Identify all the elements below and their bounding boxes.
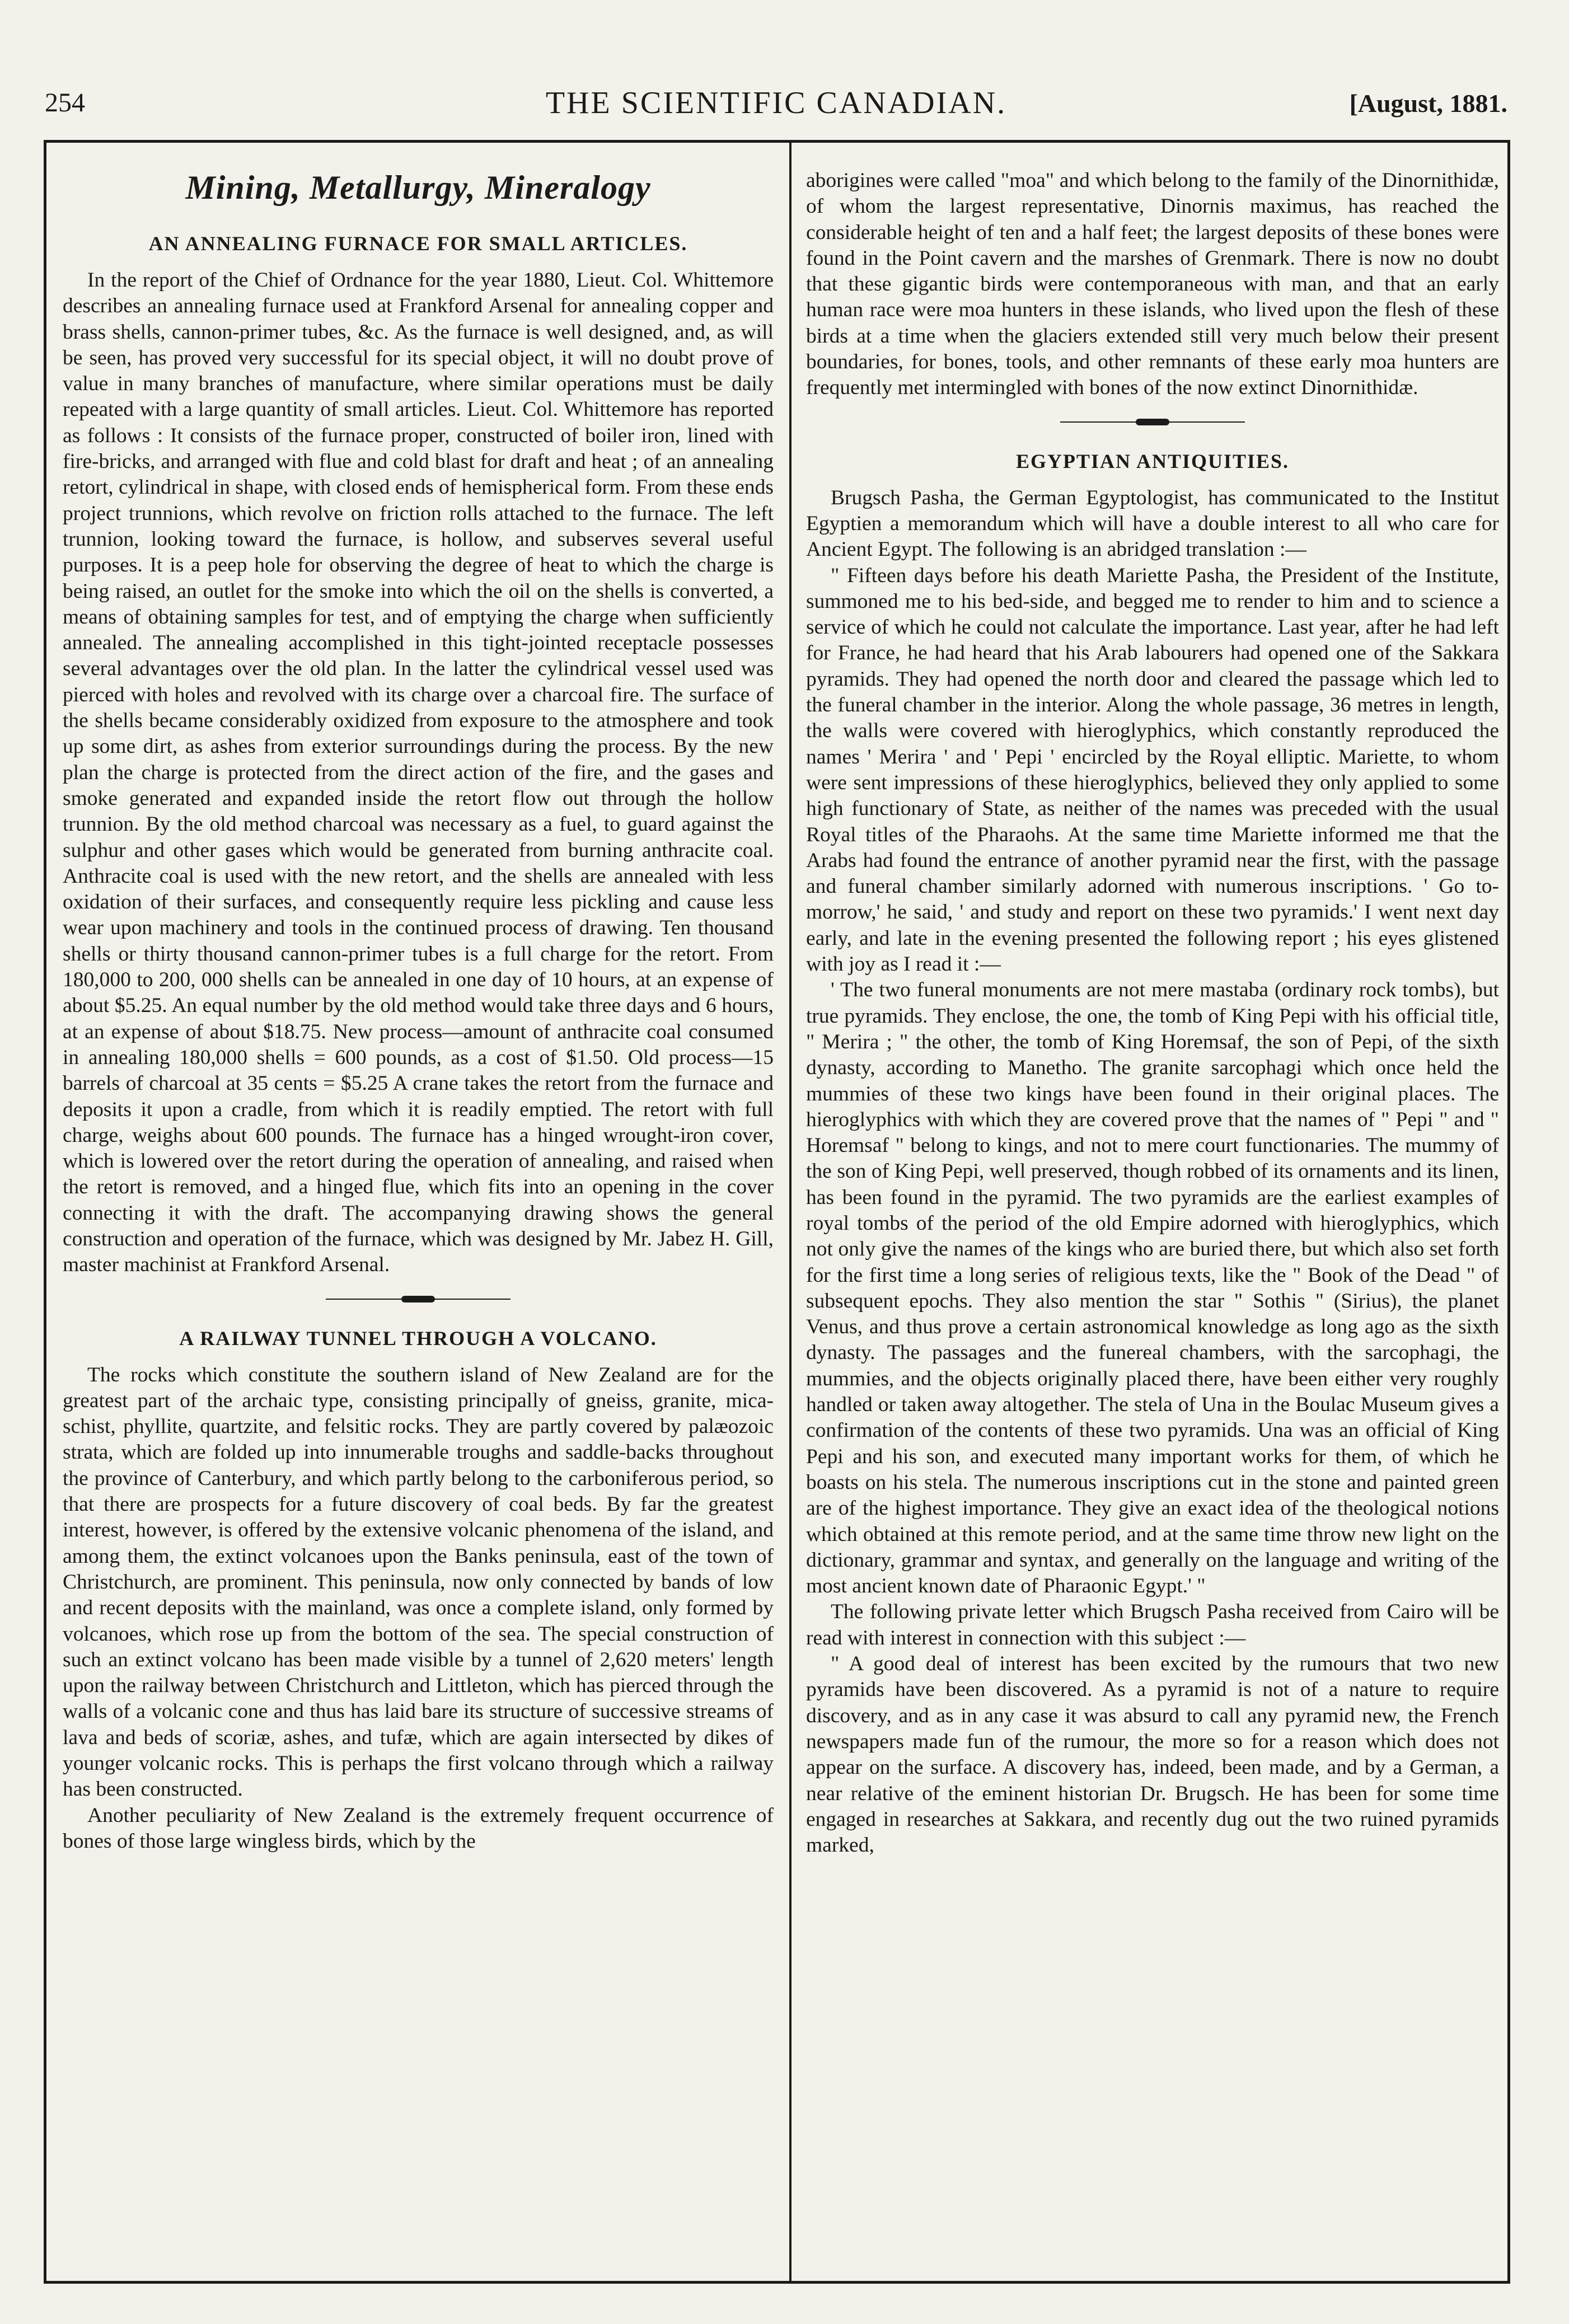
article-body-annealing: In the report of the Chief of Ordnance for the year 1880, Lieut. Col. Whittemore describes an annealing furnace used at Frankford Arsenal for annealing copper and brass shells, cannon-primer tubes, &c. As the furnace is well designed, and, as will be seen, has proved very successful for its special object, it will no doubt prove of value in many branches of manufacture, where similar operations must be daily repeated with a large quantity of small articles. Lieut. Col. Whittemore has reported as follows : It consists of the furnace proper, constructed of boiler iron, lined with fire-bricks, and arranged with flue and cold blast for draft and heat ; of an annealing retort, cylindrical in shape, with closed ends of hemispherical form. From these ends project trunnions, which revolve on friction rolls attached to the furnace. The left trunnion, looking toward the furnace, is hollow, and subserves several useful purposes. It is a peep hole for observing the degree of heat to which the charge is being raised, an outlet for the smoke into which the oil on the shells is converted, a means of obtaining samples for test, and of emptying the charge when sufficiently annealed. The annealing accomplished in this tight-jointed receptacle possesses several advantages over the old plan. In the latter the cylindrical vessel used was pierced with holes and revolved with its charge over a charcoal fire. The surface of the shells became considerably oxidized from exposure to the atmosphere and took up some dirt, as ashes from exterior surroundings during the process. By the new plan the charge is protected from the direct action of the fire, and the gases and smoke generated and expanded inside the retort flow out through the hollow trunnion. By the old method charcoal was necessary as a fuel, to guard against the sulphur and other gases which would be generated from burning anthracite coal. Anthracite coal is used with the new retort, and the shells are annealed with less oxidation of their surfaces, and consequently require less pickling and cause less wear upon machinery and tools in the continued process of drawing. Ten thousand shells or thirty thousand cannon-primer tubes is a full charge for the retort. From 180,000 to 200, 000 shells can be annealed in one day of 10 hours, at an expense of about $5.25. An equal number by the old method would take three days and 6 hours, at an expense of about $18.75. New process—amount of anthracite coal consumed in annealing 180,000 shells = 600 pounds, as a cost of $1.50. Old process—15 barrels of charcoal at 35 cents = $5.25 A crane takes the retort from the furnace and deposits it upon a cradle, from which it is readily emptied. The retort with full charge, weighs about 600 pounds. The furnace has a hinged wrought-iron cover, which is lowered over the retort during the operation of annealing, and raised when the retort is removed, and a hinged flue, which fits into an opening in the cover connecting it with the draft. The accompanying drawing shows the general construction and operation of the furnace, which was designed by Mr. Jabez H. Gill, master machinist at Frankford Arsenal.: [63, 269, 774, 1277]
article-paragraph: Another peculiarity of New Zealand is the extremely frequent occurrence of bones of those large wingless birds, which by the: [63, 1803, 774, 1853]
article-title-egyptian: EGYPTIAN ANTIQUITIES.: [1015, 449, 1290, 472]
left-column: [63, 168, 774, 1854]
article-paragraph: Brugsch Pasha, the German Egyptologist, has communicated to the Institut Egyptien a memorandum which will have a double interest to all who care for Ancient Egypt. The following is an abridged translation :—: [806, 486, 1499, 561]
article-paragraph: The following private letter which Brugsch Pasha received from Cairo will be read with interest in connection with this subject :—: [806, 1600, 1499, 1650]
right-column: [806, 168, 1499, 1858]
article-paragraph: " A good deal of interest has been excited by the rumours that two new pyramids have been discovered. As a pyramid is not of a nature to require discovery, and as in any case it was absurd to call any pyramid new, the French newspapers made fun of the rumour, the more so for a reason which does not appear on the surface. A discovery has, indeed, been made, and by a German, a near relative of the eminent historian Dr. Brugsch. He has been for some time engaged in researches at Sakkara, and recently dug out the two ruined pyramids marked,: [806, 1652, 1499, 1857]
article-title-annealing: AN ANNEALING FURNACE FOR SMALL ARTICLES.: [148, 232, 688, 255]
issue-date: [August, 1881.: [1349, 89, 1507, 118]
section-title: Mining, Metallurgy, Mineralogy: [185, 169, 651, 206]
column-divider: [789, 140, 791, 2284]
continued-text: aborigines were called "moa" and which belong to the family of the Dinornithidæ, of whom the largest representative, Dinornis maximus, has reached the considerable height of ten and a half feet; the largest deposits of these bones were found in the Point cavern and the marshes of Grenmark. There is now no doubt that these gigantic birds were contemporaneous with man, and that an early human race were moa hunters in these islands, who lived upon the flesh of these birds at a time when the glaciers extended still very much below their present boundaries, for bones, tools, and other remnants of these early moa hunters are frequently met intermingled with bones of the now extinct Dinornithidæ.: [806, 169, 1499, 400]
article-title-railway: A RAILWAY TUNNEL THROUGH A VOLCANO.: [179, 1327, 657, 1350]
page-number: 254: [45, 88, 85, 118]
article-paragraph: The rocks which constitute the southern island of New Zealand are for the greatest part of the archaic type, consisting principally of gneiss, granite, mica-schist, phyllite, quartzite, and felsitic rocks. They are partly covered by palæozoic strata, which are folded up into innumerable troughs and saddle-backs throughout the province of Canterbury, and which partly belong to the carboniferous period, so that there are prospects for a future discovery of coal beds. By far the greatest interest, however, is offered by the extensive volcanic phenomena of the island, and among them, the extinct volcanoes upon the Banks peninsula, east of the town of Christchurch, are prominent. This peninsula, now only connected by bands of low and recent deposits with the mainland, was once a complete island, only formed by volcanoes, which rose up from the bottom of the sea. The special construction of such an extinct volcano has been made visible by a tunnel of 2,620 meters' length upon the railway between Christchurch and Littleton, which has pierced through the walls of a volcanic cone and thus has laid bare its structure of successive streams of lava and beds of scoriæ, ashes, and tufæ, which are again intersected by dikes of younger volcanic rocks. This is perhaps the first volcano through which a railway has been constructed.: [63, 1363, 774, 1801]
article-paragraph: " Fifteen days before his death Mariette Pasha, the President of the Institute, summoned me to his bed-side, and begged me to render to him and to science a service of which he could not calculate the importance. Last year, after he had left for France, he had heard that his Arab labourers had opened one of the Sakkara pyramids. They had opened the north door and cleared the passage which led to the funeral chamber in the interior. Along the whole passage, 36 metres in length, the walls were covered with hieroglyphics, which constantly reproduced the names ' Merira ' and ' Pepi ' encircled by the Royal elliptic. Mariette, to whom were sent impressions of these hieroglyphics, believed they only applied to some high functionary of State, as neither of the names was preceded with the usual Royal titles of the Pharaohs. At the same time Mariette informed me that the Arabs had found the entrance of another pyramid near the first, with the passage and funeral chamber similarly adorned with numerous inscriptions. ' Go to-morrow,' he said, ' and study and report on these two pyramids.' I went next day early, and late in the evening presented the following report ; his eyes glistened with joy as I read it :—: [806, 564, 1499, 976]
ornamental-rule: [326, 1293, 510, 1305]
ornamental-rule: [1060, 416, 1245, 428]
article-paragraph: ' The two funeral monuments are not mere mastaba (ordinary rock tombs), but true pyramids. They enclose, the one, the tomb of King Pepi with his official title, " Merira ; " the other, the tomb of King Horemsaf, the son of Pepi, of the sixth dynasty, according to Manetho. The granite sarcophagi which once held the mummies of these two kings have been found in their original places. The hieroglyphics with which they are covered prove that the names of " Pepi " and " Horemsaf " belong to kings, and not to mere court functionaries. The mummy of the son of King Pepi, well preserved, though robbed of its ornaments and its linen, has been found in the pyramid. The two pyramids are the earliest examples of royal tombs of the period of the old Empire adorned with hieroglyphics, which not only give the names of the kings who are buried there, but which also set forth for the first time a long series of religious texts, like the " Book of the Dead " of subsequent epochs. They also mention the star " Sothis " (Sirius), the planet Venus, and thus prove a certain astronomical knowledge as long ago as the sixth dynasty. The passages and the funereal chambers, with the sarcophagi, the mummies, and the objects originally placed there, have been either very roughly handled or taken away altogether. The stela of Una in the Boulac Museum gives a confirmation of the contents of these two pyramids. Una was an official of King Pepi and his son, and executed many important works for them, of which he boasts on his stela. The numerous inscriptions cut in the stone and painted green are of the highest importance. They give an exact idea of the theological notions which obtained at this remote period, and at the same time throw new light on the dictionary, grammar and syntax, and generally on the language and writing of the most ancient known date of Pharaonic Egypt.' ": [806, 978, 1499, 1598]
journal-title: THE SCIENTIFIC CANADIAN.: [545, 86, 1007, 120]
page-header: [45, 83, 1507, 128]
